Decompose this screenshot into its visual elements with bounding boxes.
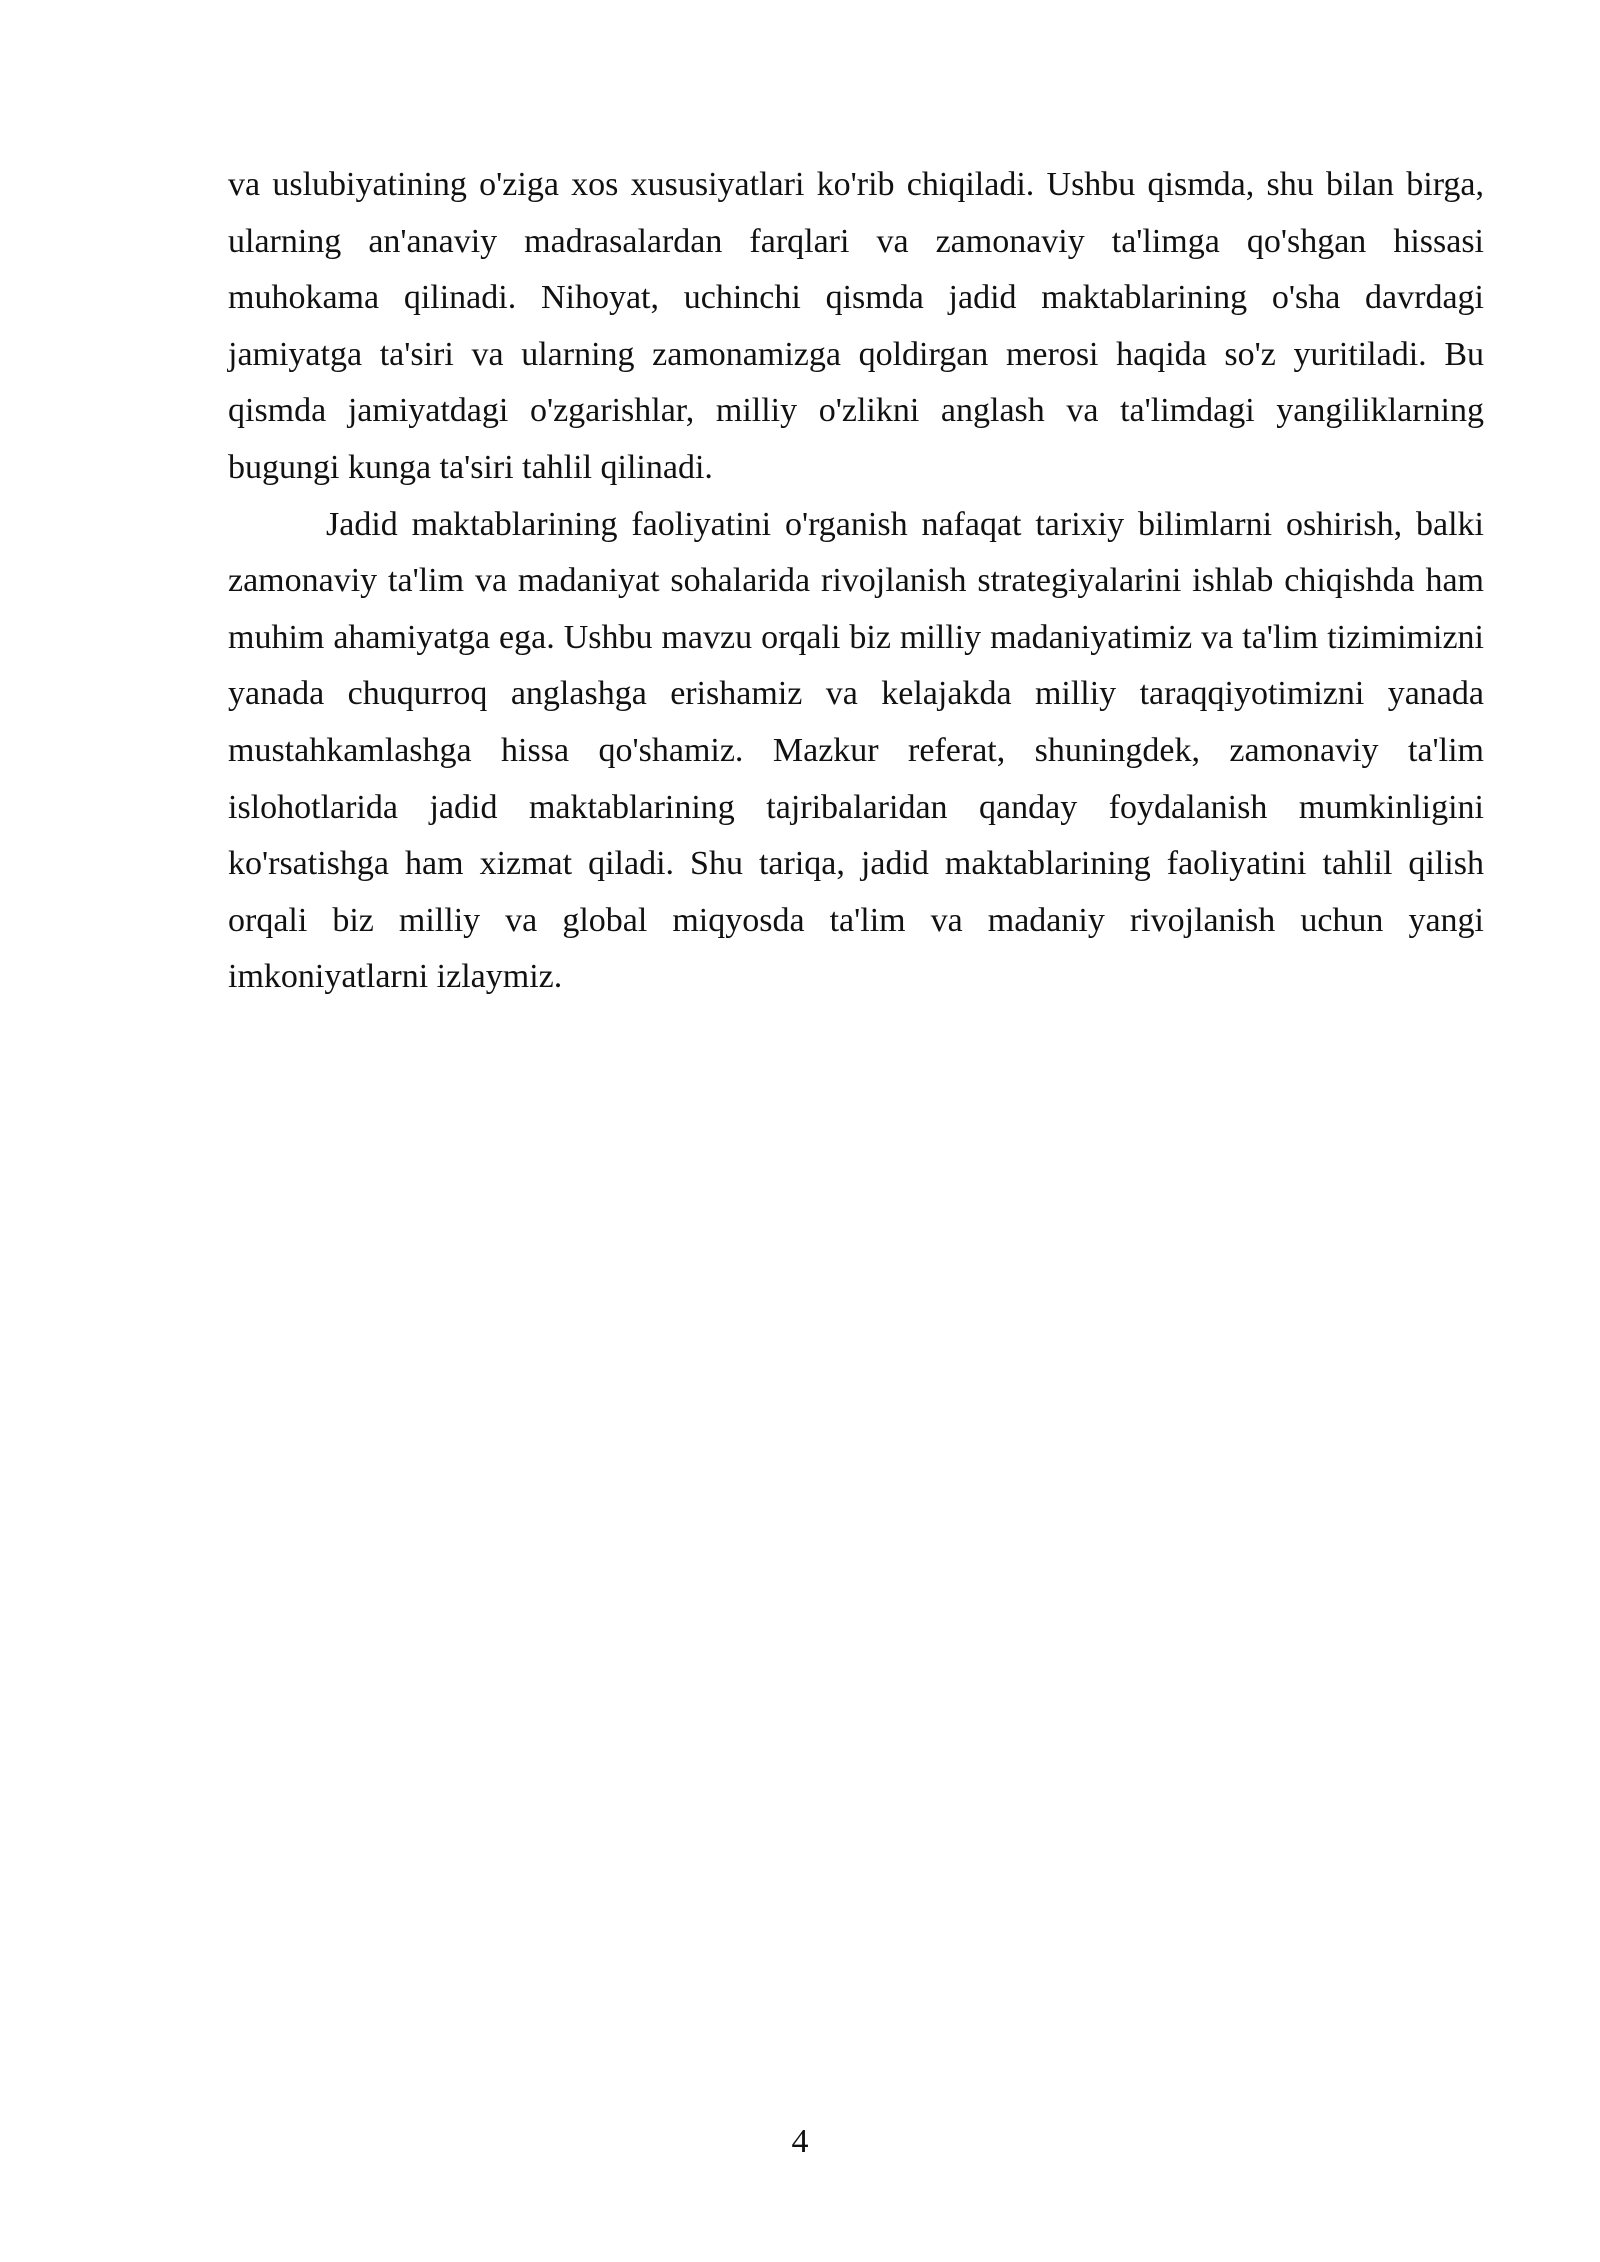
paragraph-jadid-significance: Jadid maktablarining faoliyatini o'rganish nafaqat tarixiy bilimlarni oshirish, balki zamonaviy ta'lim va madaniyat sohalarida rivojlanish strategiyalarini ishlab chiqishda ham muhim ahamiyatga ega. Ushbu mavzu orqali biz milliy madaniyatimiz va ta'lim tizimimizni yanada chuqurroq anglashga erishamiz va kelajakda milliy taraqqiyotimizni yanada mustahkamlashga hissa qo'shamiz. Mazkur referat, shuningdek, zamonaviy ta'lim islohotlarida jadid maktablarining tajribalaridan qanday foydalanish mumkinligini ko'rsatishga ham xizmat qiladi. Shu tariqa, jadid maktablarining faoliyatini tahlil qilish orqali biz milliy va global miqyosda ta'lim va madaniy rivojlanish uchun yangi imkoniyatlarni izlaymiz. <box>228 505 1484 996</box>
page-number: 4 <box>791 2123 809 2160</box>
body-text <box>228 157 1484 1006</box>
paragraph-continuation: va uslubiyatining o'ziga xos xususiyatlari ko'rib chiqiladi. Ushbu qismda, shu bilan birga, ularning an'anaviy madrasalardan farqlari va zamonaviy ta'limga qo'shgan hissasi muhokama qilinadi. Nihoyat, uchinchi qismda jadid maktablarining o'sha davrdagi jamiyatga ta'siri va ularning zamonamizga qoldirgan merosi haqida so'z yuritiladi. Bu qismda jamiyatdagi o'zgarishlar, milliy o'zlikni anglash va ta'limdagi yangiliklarning bugungi kunga ta'siri tahlil qilinadi. <box>228 166 1484 486</box>
